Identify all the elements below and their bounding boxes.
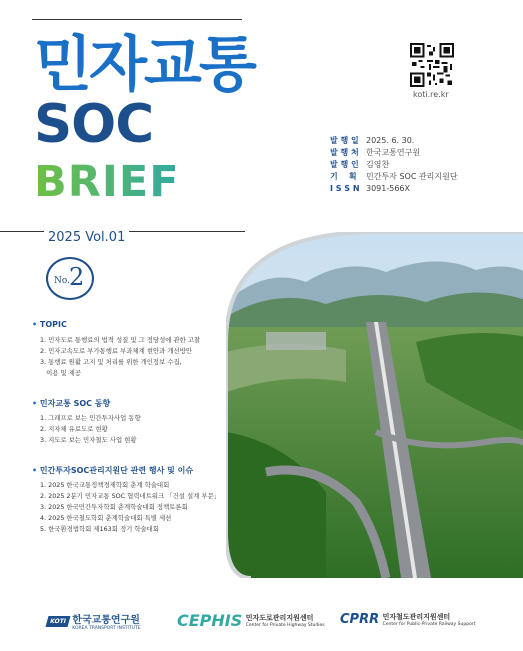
toc-item[interactable]: 3. 지도로 보는 민자철도 사업 현황 xyxy=(40,436,137,444)
cprr-logo[interactable]: CPRR 민자철도관리지원센터 Center for Public-Private Railway Support xyxy=(340,612,476,627)
toc-item[interactable]: 2. 2025 2분기 민자교통 SOC 협력네트워크 「건설 설계 부문」 xyxy=(40,492,221,500)
publication-value: 민간투자 SOC 관리지원단 xyxy=(366,172,458,181)
publication-row xyxy=(330,147,458,159)
publication-value: 한국교통연구원 xyxy=(366,148,421,157)
toc-section-title: • 민간투자SOC관리지원단 관련 행사 및 이슈 xyxy=(32,466,194,475)
toc-item[interactable]: 1. 2025 한국교통정책경제학회 춘계 학술대회 xyxy=(40,481,170,489)
toc-item[interactable]: 이용 및 제공 xyxy=(40,369,82,377)
toc-item[interactable]: 1. 그래프로 보는 민간투자사업 동향 xyxy=(40,414,141,422)
toc-item[interactable]: 1. 민자도로 통행료의 법적 성질 및 그 정당성에 관한 고찰 xyxy=(40,336,201,344)
title-brief: BRIEF xyxy=(34,157,180,207)
toc-events xyxy=(32,465,222,535)
publication-label: 발 행 일 xyxy=(330,136,359,145)
toc-item[interactable]: 4. 2025 한국철도학회 춘계학술대회 특별 세션 xyxy=(40,514,172,522)
publication-row xyxy=(330,183,458,195)
cover-photo-highway xyxy=(226,232,523,578)
publication-value: 3091-566X xyxy=(366,184,410,193)
cephis-logo[interactable]: CEPHIS 민자도로관리지원센터 Center for Private Highway Studies xyxy=(177,611,325,630)
qr-url: koti.re.kr xyxy=(413,90,449,99)
toc-item[interactable]: 2. 민자고속도로 부가통행료 부과체계 현안과 개선방안 xyxy=(40,347,193,355)
publication-label: 기 획 xyxy=(330,172,357,181)
toc-item[interactable]: 3. 2025 한국민간투자학회 춘계학술대회 정책토론회 xyxy=(40,503,188,511)
publication-info xyxy=(330,135,458,195)
publication-label: 발 행 처 xyxy=(330,148,359,157)
toc-item[interactable]: 5. 한국환경법학회 제163회 정기 학술대회 xyxy=(40,525,160,533)
publication-label: I S S N xyxy=(330,184,360,193)
issue-number: 2 xyxy=(69,263,85,291)
toc-item[interactable]: 3. 통행료 원활 고지 및 처리를 위한 개인정보 수집, xyxy=(40,358,182,366)
qr-code-icon[interactable] xyxy=(410,43,454,87)
top-rule xyxy=(32,19,242,20)
toc-item[interactable]: 2. 지자체 유료도로 현황 xyxy=(40,425,108,433)
toc-trends xyxy=(32,398,222,446)
koti-logo[interactable]: KOTI 한국교통연구원 KOREA TRANSPORT INSTITUTE xyxy=(47,611,141,632)
publication-row xyxy=(330,159,458,171)
issue-number-prefix: No. xyxy=(54,276,70,286)
publication-value: 김영찬 xyxy=(366,160,390,169)
publication-row xyxy=(330,135,458,147)
title-soc: SOC xyxy=(34,94,154,155)
toc-topic xyxy=(32,319,222,379)
publication-value: 2025. 6. 30. xyxy=(366,136,415,145)
publication-label: 발 행 인 xyxy=(330,160,359,169)
title-korean: 민자교통 xyxy=(34,30,254,100)
toc-section-title: • TOPIC xyxy=(32,320,67,329)
volume-label: 2025 Vol.01 xyxy=(44,229,129,246)
publication-row xyxy=(330,171,458,183)
toc-section-title: • 민자교통 SOC 동향 xyxy=(32,399,111,408)
